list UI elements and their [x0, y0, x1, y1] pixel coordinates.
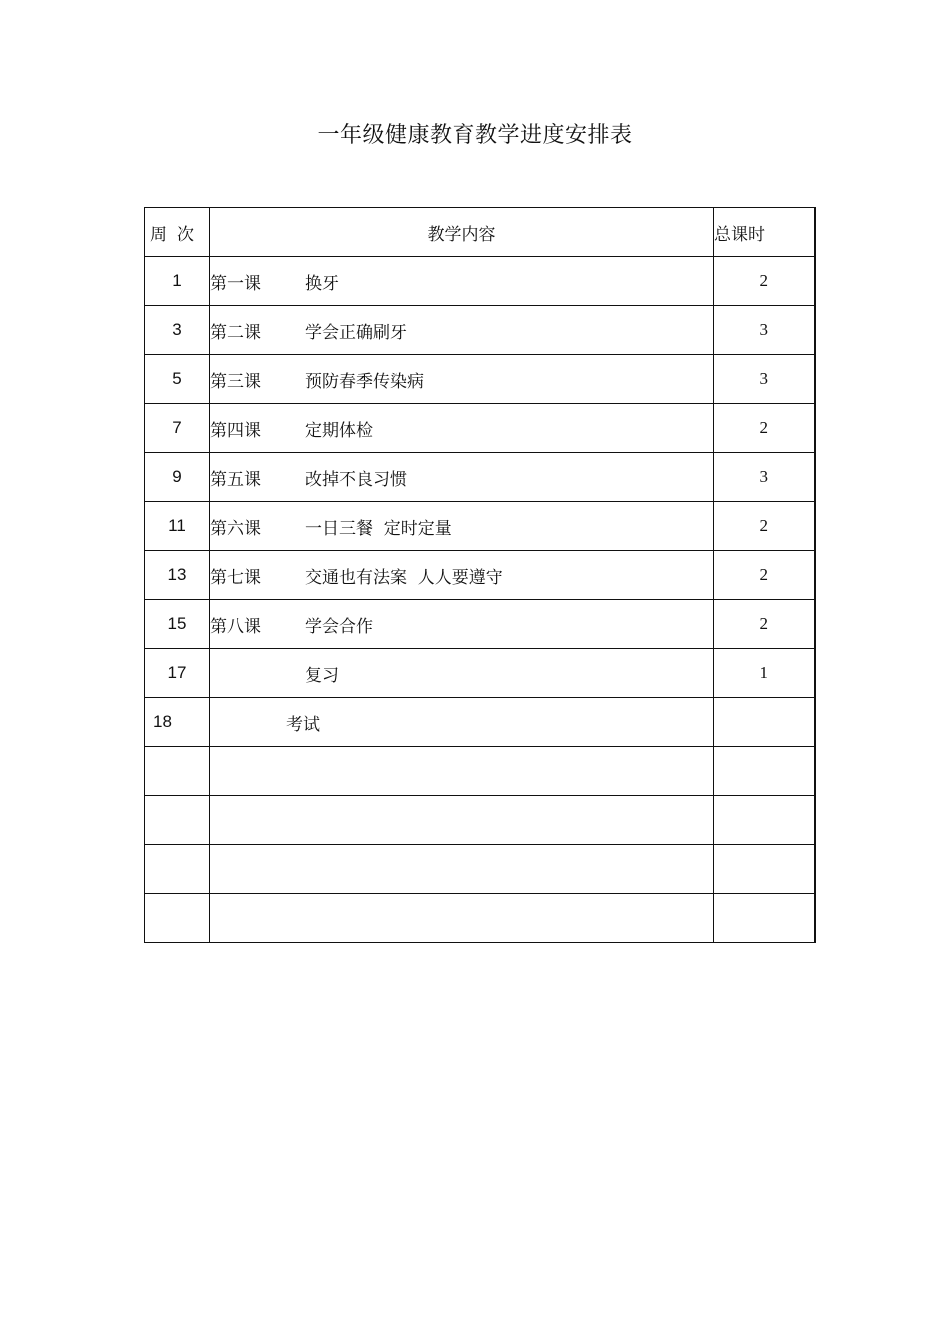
lesson-topic: 复习: [305, 665, 339, 686]
table-header-row: [145, 208, 815, 257]
cell-week: 3: [145, 306, 210, 355]
cell-hours: [714, 845, 815, 894]
cell-content: [210, 306, 714, 355]
cell-content: [210, 453, 714, 502]
table-row: [145, 306, 815, 355]
cell-hours: 3: [714, 453, 815, 502]
cell-week: 7: [145, 404, 210, 453]
header-hours: 总课时: [714, 208, 815, 257]
lesson-topic: 换牙: [305, 273, 339, 294]
lesson-number: 第五课: [210, 469, 261, 490]
table-row: [145, 355, 815, 404]
cell-content: [210, 404, 714, 453]
cell-hours: 3: [714, 355, 815, 404]
cell-hours: 2: [714, 257, 815, 306]
table-row: [145, 257, 815, 306]
lesson-number: 第八课: [210, 616, 261, 637]
lesson-topic: 学会合作: [305, 616, 373, 637]
cell-content: [210, 747, 714, 796]
cell-hours: [714, 747, 815, 796]
table-row: [145, 649, 815, 698]
cell-content: [210, 845, 714, 894]
cell-content: [210, 796, 714, 845]
table-row: [145, 845, 815, 894]
lesson-number: 第六课: [210, 518, 261, 539]
lesson-number: 第三课: [210, 371, 261, 392]
table-row: [145, 404, 815, 453]
cell-hours: 2: [714, 551, 815, 600]
table-body: [145, 257, 815, 943]
cell-week: [145, 796, 210, 845]
table-row: [145, 453, 815, 502]
schedule-table: [144, 207, 816, 943]
cell-content: [210, 257, 714, 306]
cell-week: 5: [145, 355, 210, 404]
lesson-topic: 改掉不良习惯: [305, 469, 407, 490]
cell-week: 1: [145, 257, 210, 306]
lesson-topic: 考试: [286, 714, 320, 735]
cell-week: 17: [145, 649, 210, 698]
header-week: 周次: [145, 208, 210, 257]
cell-content: [210, 894, 714, 943]
table-row: [145, 796, 815, 845]
header-content: 教学内容: [210, 208, 714, 257]
table-row: [145, 698, 815, 747]
cell-hours: 2: [714, 404, 815, 453]
table-row: [145, 551, 815, 600]
lesson-number: 第四课: [210, 420, 261, 441]
table-row: [145, 600, 815, 649]
cell-hours: 2: [714, 502, 815, 551]
lesson-number: 第七课: [210, 567, 261, 588]
cell-content: [210, 551, 714, 600]
page-title: 一年级健康教育教学进度安排表: [317, 123, 633, 148]
table-row: [145, 747, 815, 796]
cell-hours: [714, 698, 815, 747]
cell-week: 13: [145, 551, 210, 600]
cell-week: 15: [145, 600, 210, 649]
cell-content: [210, 649, 714, 698]
cell-week: [145, 894, 210, 943]
cell-content: [210, 600, 714, 649]
cell-week: 9: [145, 453, 210, 502]
cell-hours: 2: [714, 600, 815, 649]
lesson-number: 第二课: [210, 322, 261, 343]
lesson-topic: 定期体检: [305, 420, 373, 441]
cell-week: 11: [145, 502, 210, 551]
lesson-topic: 交通也有法案 人人要遵守: [305, 567, 503, 588]
cell-hours: [714, 796, 815, 845]
cell-week: [145, 747, 210, 796]
lesson-number: 第一课: [210, 273, 261, 294]
cell-content: [210, 698, 714, 747]
table-row: [145, 502, 815, 551]
cell-content: [210, 502, 714, 551]
cell-hours: 1: [714, 649, 815, 698]
lesson-topic: 一日三餐 定时定量: [305, 518, 452, 539]
cell-week: 18: [145, 698, 210, 747]
lesson-topic: 预防春季传染病: [305, 371, 424, 392]
cell-content: [210, 355, 714, 404]
cell-hours: 3: [714, 306, 815, 355]
table-row: [145, 894, 815, 943]
lesson-topic: 学会正确刷牙: [305, 322, 407, 343]
cell-week: [145, 845, 210, 894]
cell-hours: [714, 894, 815, 943]
